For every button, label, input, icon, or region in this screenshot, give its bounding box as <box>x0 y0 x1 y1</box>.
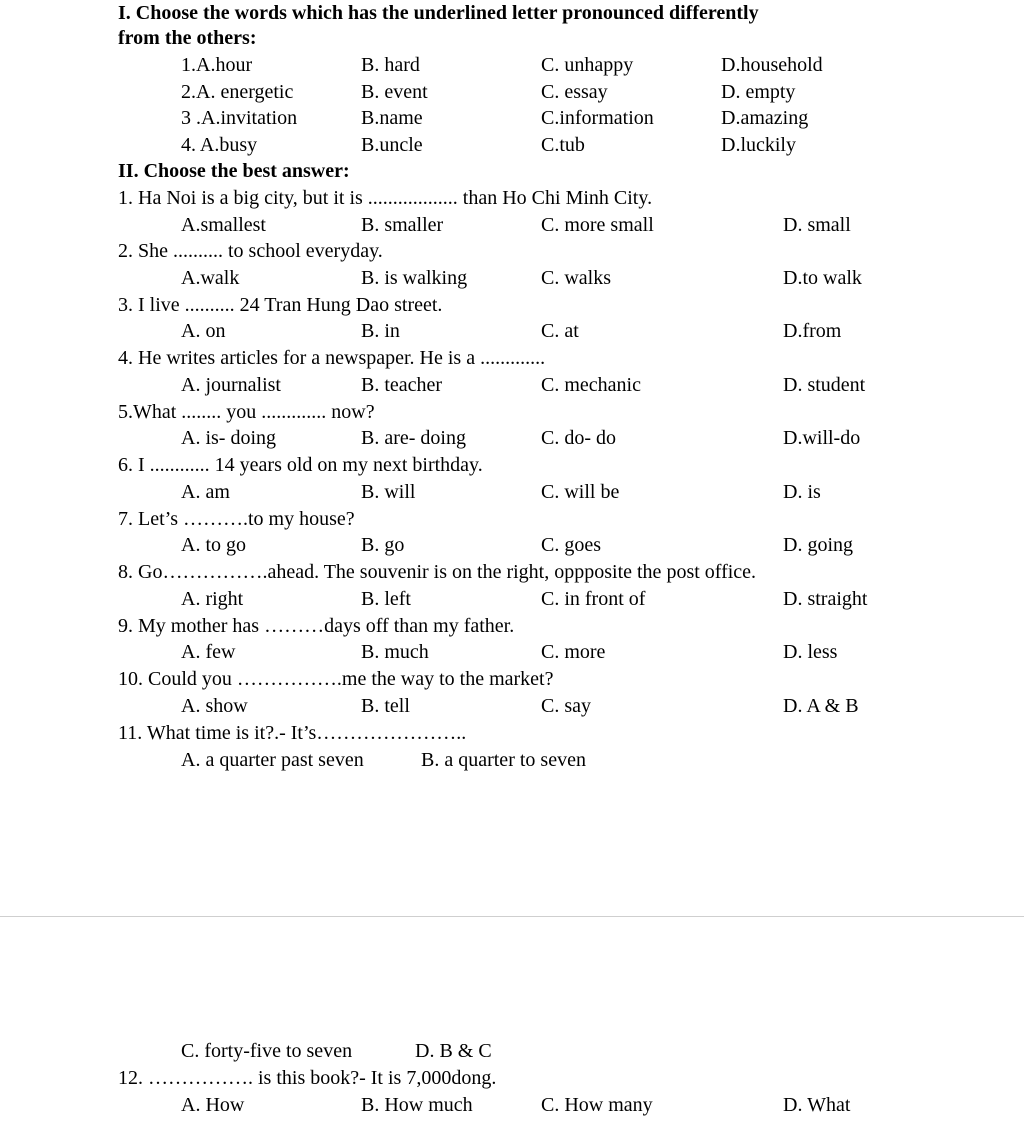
question-5-options <box>0 425 1024 452</box>
option-c: C. will be <box>541 481 620 503</box>
option-d: D.household <box>721 54 823 76</box>
question-text: 7. Let’s ……….to my house? <box>118 508 355 530</box>
option-a: A. show <box>181 695 248 717</box>
question-text: 12. ……………. is this book?- It is 7,000dong. <box>118 1067 497 1089</box>
question-8 <box>0 559 1024 586</box>
option-b: B. How much <box>361 1094 473 1116</box>
option-c: C.tub <box>541 134 585 156</box>
option-a: 2.A. energetic <box>181 81 294 103</box>
option-c: C. in front of <box>541 588 646 610</box>
question-text: 9. My mother has ………days off than my father. <box>118 615 515 637</box>
question-text: 1. Ha Noi is a big city, but it is .................. than Ho Chi Minh City. <box>118 187 653 209</box>
option-a: A. few <box>181 641 236 663</box>
option-a: A. journalist <box>181 374 281 396</box>
option-c: C. essay <box>541 81 608 103</box>
option-d: D. A & B <box>783 695 859 717</box>
question-11 <box>0 720 1024 747</box>
question-4 <box>0 345 1024 372</box>
option-c: C. walks <box>541 267 611 289</box>
option-a: 3 .A.invitation <box>181 107 298 129</box>
section1-title-line1 <box>0 0 1024 27</box>
option-a: 1.A.hour <box>181 54 253 76</box>
question-text: 5.What ........ you ............. now? <box>118 401 375 423</box>
option-b: B. left <box>361 588 411 610</box>
option-c: C. more <box>541 641 606 663</box>
question-4-options <box>0 372 1024 399</box>
question-6 <box>0 452 1024 479</box>
option-c: C. unhappy <box>541 54 634 76</box>
option-d: D. less <box>783 641 838 663</box>
option-a: A. am <box>181 481 230 503</box>
option-a: 4. A.busy <box>181 134 258 156</box>
question-text: 3. I live .......... 24 Tran Hung Dao street. <box>118 294 443 316</box>
option-b: B. are- doing <box>361 427 466 449</box>
option-b: B. a quarter to seven <box>421 749 586 771</box>
option-a: A. How <box>181 1094 245 1116</box>
question-1 <box>0 185 1024 212</box>
question-text: 2. She .......... to school everyday. <box>118 240 383 262</box>
option-a: A.smallest <box>181 214 266 236</box>
option-d: D.will-do <box>783 427 861 449</box>
option-c: C. do- do <box>541 427 616 449</box>
option-d: D. student <box>783 374 866 396</box>
option-d: D. What <box>783 1094 851 1116</box>
question-10 <box>0 666 1024 693</box>
question-3 <box>0 292 1024 319</box>
option-a: A.walk <box>181 267 240 289</box>
option-b: B. is walking <box>361 267 468 289</box>
option-d: D.from <box>783 320 842 342</box>
s1-row-3 <box>0 105 1024 132</box>
option-c: C.information <box>541 107 654 129</box>
option-a: A. on <box>181 320 226 342</box>
option-a: A. to go <box>181 534 246 556</box>
option-b: B. much <box>361 641 429 663</box>
option-c: C. forty-five to seven <box>181 1040 353 1062</box>
option-d: D. straight <box>783 588 868 610</box>
question-text: 6. I ............ 14 years old on my next birthday. <box>118 454 483 476</box>
option-c: C. How many <box>541 1094 653 1116</box>
question-9-options <box>0 639 1024 666</box>
option-b: B.name <box>361 107 423 129</box>
s1-row-1 <box>0 52 1024 79</box>
option-b: B. go <box>361 534 405 556</box>
section2-title: II. Choose the best answer: <box>118 160 350 182</box>
option-a: A. a quarter past seven <box>181 749 364 771</box>
option-d: D.to walk <box>783 267 862 289</box>
option-a: A. is- doing <box>181 427 276 449</box>
option-d: D. is <box>783 481 821 503</box>
s1-row-4 <box>0 132 1024 159</box>
question-text: 11. What time is it?.- It’s………………….. <box>118 722 467 744</box>
option-d: D. B & C <box>415 1040 492 1062</box>
question-1-options <box>0 212 1024 239</box>
option-a: A. right <box>181 588 244 610</box>
option-b: B. in <box>361 320 400 342</box>
section2-title-line <box>0 158 1024 185</box>
option-d: D. small <box>783 214 851 236</box>
question-6-options <box>0 479 1024 506</box>
option-b: B. smaller <box>361 214 444 236</box>
section1-title-line2 <box>0 25 1024 52</box>
option-b: B.uncle <box>361 134 423 156</box>
section1-title-text: I. Choose the words which has the underlined letter pronounced differently <box>118 2 759 24</box>
question-10-options <box>0 693 1024 720</box>
option-b: B. tell <box>361 695 410 717</box>
s1-row-2 <box>0 79 1024 106</box>
question-text: 8. Go…………….ahead. The souvenir is on the right, oppposite the post office. <box>118 561 757 583</box>
option-b: B. will <box>361 481 416 503</box>
question-11-options <box>0 747 1024 774</box>
question-8-options <box>0 586 1024 613</box>
question-2-options <box>0 265 1024 292</box>
question-7-options <box>0 532 1024 559</box>
option-c: C. at <box>541 320 579 342</box>
question-12 <box>0 1065 1024 1092</box>
option-d: D. going <box>783 534 853 556</box>
option-c: C. mechanic <box>541 374 641 396</box>
question-3-options <box>0 318 1024 345</box>
question-text: 4. He writes articles for a newspaper. He is a ............. <box>118 347 546 369</box>
question-12-options <box>0 1092 1024 1119</box>
option-c: C. more small <box>541 214 654 236</box>
page-break-divider <box>0 916 1024 917</box>
option-b: B. hard <box>361 54 420 76</box>
question-7 <box>0 506 1024 533</box>
option-d: D. empty <box>721 81 796 103</box>
option-b: B. event <box>361 81 428 103</box>
option-b: B. teacher <box>361 374 443 396</box>
question-2 <box>0 238 1024 265</box>
question-5 <box>0 399 1024 426</box>
option-d: D.amazing <box>721 107 809 129</box>
option-d: D.luckily <box>721 134 796 156</box>
question-text: 10. Could you …………….me the way to the market? <box>118 668 554 690</box>
option-c: C. say <box>541 695 591 717</box>
question-11-options-continued <box>0 1038 1024 1065</box>
option-c: C. goes <box>541 534 601 556</box>
question-9 <box>0 613 1024 640</box>
section1-title-text-2: from the others: <box>118 27 257 49</box>
